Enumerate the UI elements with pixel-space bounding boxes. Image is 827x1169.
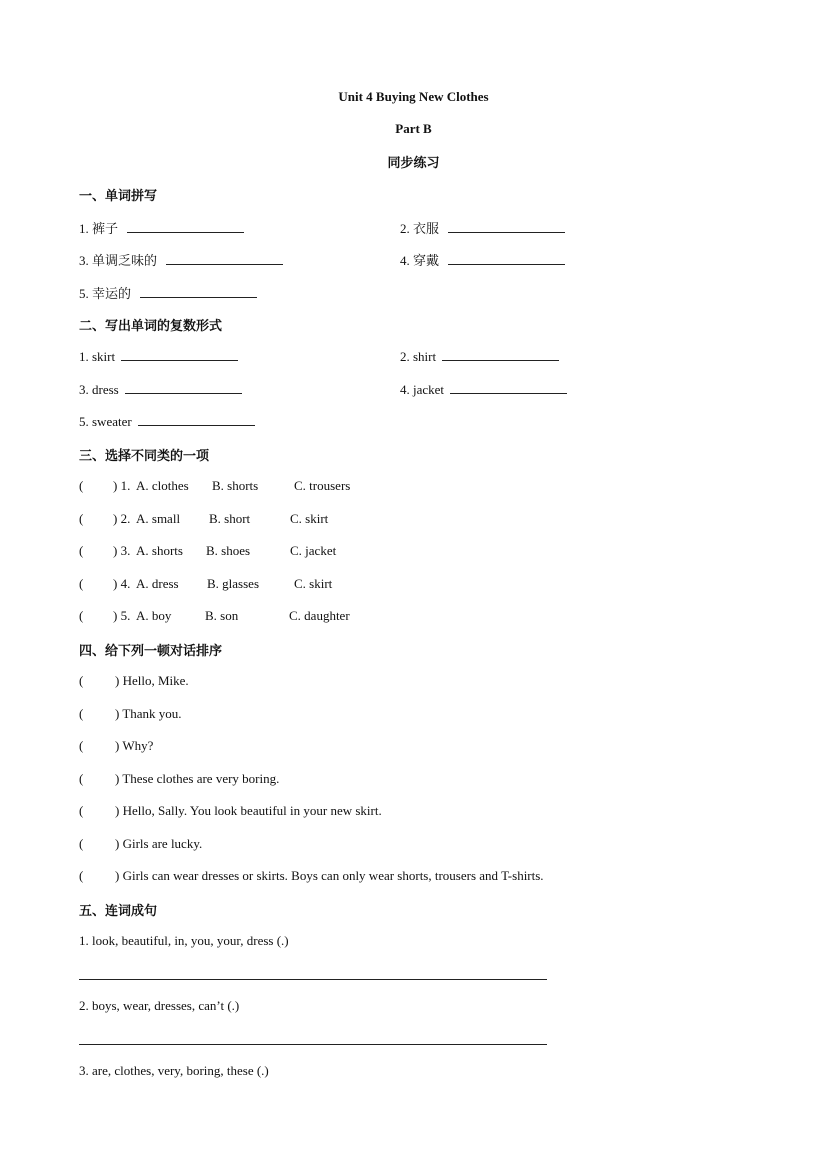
answer-line[interactable] bbox=[79, 979, 547, 980]
option-b: B. short bbox=[209, 511, 251, 526]
option-c: C. daughter bbox=[289, 608, 350, 623]
sentence-prompt-2: 2. boys, wear, dresses, can’t (.) bbox=[79, 998, 240, 1013]
worksheet-subtitle: 同步练习 bbox=[387, 156, 440, 171]
dialogue-line: ( ) Hello, Sally. You look beautiful in your new skirt. bbox=[79, 803, 382, 818]
section1-item-1: 1. 裤子 bbox=[79, 218, 244, 237]
answer-blank[interactable] bbox=[166, 252, 283, 265]
section4-heading: 四、给下列一顿对话排序 bbox=[79, 644, 223, 659]
option-c: C. jacket bbox=[290, 543, 337, 558]
section2-item-5: 5. sweater bbox=[79, 413, 255, 430]
dialogue-line: ( ) Thank you. bbox=[79, 706, 182, 721]
option-a: A. clothes bbox=[136, 478, 189, 493]
option-a: A. small bbox=[136, 511, 181, 526]
section2-item-2: 2. shirt bbox=[400, 348, 559, 365]
answer-blank[interactable] bbox=[442, 348, 559, 361]
option-c: C. skirt bbox=[294, 576, 333, 591]
question-number: ) 5. bbox=[113, 608, 131, 623]
answer-paren[interactable]: ( bbox=[79, 478, 84, 493]
section2-heading: 二、写出单词的复数形式 bbox=[79, 319, 223, 334]
section1-heading: 一、单词拼写 bbox=[79, 189, 158, 204]
dialogue-line: ( ) Girls can wear dresses or skirts. Boys can only wear shorts, trousers and T-shirts. bbox=[79, 868, 544, 883]
dialogue-line: ( ) Girls are lucky. bbox=[79, 836, 203, 851]
option-b: B. shorts bbox=[212, 478, 259, 493]
section1-item-2: 2. 衣服 bbox=[400, 218, 565, 237]
section2-item-3: 3. dress bbox=[79, 381, 242, 398]
answer-blank[interactable] bbox=[125, 381, 242, 394]
dialogue-line: ( ) Hello, Mike. bbox=[79, 673, 189, 688]
answer-blank[interactable] bbox=[127, 220, 244, 233]
answer-paren[interactable]: ( bbox=[79, 738, 84, 753]
word-label: 单调乏味的 bbox=[92, 254, 158, 269]
option-b: B. shoes bbox=[206, 543, 251, 558]
question-number: ) 1. bbox=[113, 478, 131, 493]
answer-blank[interactable] bbox=[448, 252, 565, 265]
answer-paren[interactable]: ( bbox=[79, 543, 84, 558]
option-c: C. trousers bbox=[294, 478, 351, 493]
dialogue-line: ( ) Why? bbox=[79, 738, 154, 753]
word-label: 幸运的 bbox=[92, 287, 132, 302]
section2-item-4: 4. jacket bbox=[400, 381, 567, 398]
answer-paren[interactable]: ( bbox=[79, 803, 84, 818]
option-a: A. dress bbox=[136, 576, 179, 591]
question-number: ) 3. bbox=[113, 543, 131, 558]
answer-paren[interactable]: ( bbox=[79, 608, 84, 623]
answer-line[interactable] bbox=[79, 1044, 547, 1045]
answer-paren[interactable]: ( bbox=[79, 771, 84, 786]
option-c: C. skirt bbox=[290, 511, 329, 526]
answer-paren[interactable]: ( bbox=[79, 868, 84, 883]
worksheet-title: Unit 4 Buying New Clothes bbox=[338, 89, 489, 104]
answer-paren[interactable]: ( bbox=[79, 706, 84, 721]
section1-item-3: 3. 单调乏味的 bbox=[79, 250, 283, 269]
answer-blank[interactable] bbox=[448, 220, 565, 233]
section5-heading: 五、连词成句 bbox=[79, 904, 158, 919]
sentence-prompt-3: 3. are, clothes, very, boring, these (.) bbox=[79, 1063, 269, 1078]
section1-item-5: 5. 幸运的 bbox=[79, 283, 257, 302]
question-number: ) 2. bbox=[113, 511, 131, 526]
section3-heading: 三、选择不同类的一项 bbox=[79, 449, 210, 464]
answer-paren[interactable]: ( bbox=[79, 673, 84, 688]
answer-paren[interactable]: ( bbox=[79, 576, 84, 591]
answer-blank[interactable] bbox=[450, 381, 567, 394]
option-a: A. boy bbox=[136, 608, 172, 623]
sentence-prompt-1: 1. look, beautiful, in, you, your, dress (.) bbox=[79, 933, 289, 948]
option-b: B. son bbox=[205, 608, 239, 623]
section2-item-1: 1. skirt bbox=[79, 348, 238, 365]
answer-blank[interactable] bbox=[140, 285, 257, 298]
word-label: 裤子 bbox=[92, 222, 119, 237]
question-number: ) 4. bbox=[113, 576, 131, 591]
option-b: B. glasses bbox=[207, 576, 259, 591]
word-label: 穿戴 bbox=[413, 254, 440, 269]
section1-item-4: 4. 穿戴 bbox=[400, 250, 565, 269]
answer-blank[interactable] bbox=[121, 348, 238, 361]
part-label: Part B bbox=[395, 121, 432, 136]
option-a: A. shorts bbox=[136, 543, 183, 558]
dialogue-line: ( ) These clothes are very boring. bbox=[79, 771, 280, 786]
answer-blank[interactable] bbox=[138, 413, 255, 426]
answer-paren[interactable]: ( bbox=[79, 511, 84, 526]
answer-paren[interactable]: ( bbox=[79, 836, 84, 851]
word-label: 衣服 bbox=[413, 222, 440, 237]
